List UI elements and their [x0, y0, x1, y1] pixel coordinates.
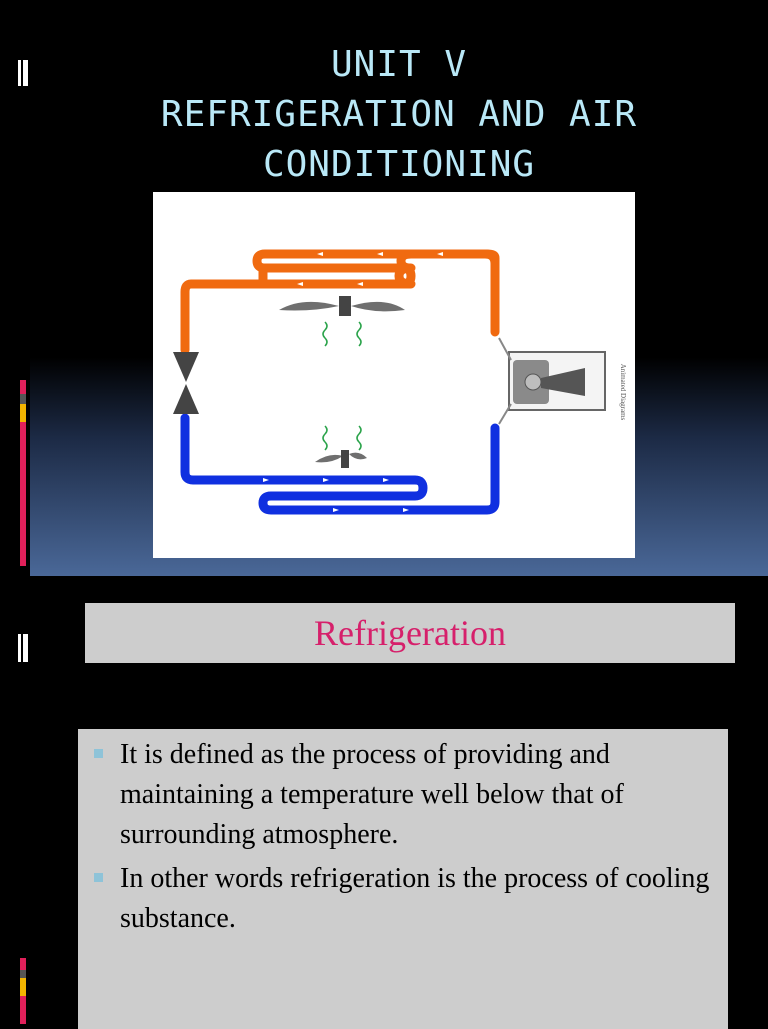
- evaporator-fan: [315, 450, 367, 468]
- accent-strip-pink-3: [20, 958, 26, 970]
- accent-strip-yellow-2: [20, 978, 26, 996]
- refrigeration-cycle-svg: [153, 192, 635, 558]
- square-bullet-icon: [94, 873, 103, 882]
- diagram-caption: Animated Diagrams: [619, 363, 627, 421]
- accent-strip-gray-2: [20, 970, 26, 978]
- content-box: [78, 729, 728, 1029]
- bullet-item-1: [92, 735, 714, 855]
- accent-strip-pink-2: [20, 422, 26, 566]
- edge-mark-mid-2: [23, 634, 28, 662]
- edge-mark-top-1: [18, 60, 21, 86]
- accent-strip-yellow-1: [20, 404, 26, 422]
- accent-strip-pink-4: [20, 996, 26, 1024]
- square-bullet-icon: [94, 749, 103, 758]
- bullet-list: [92, 735, 714, 939]
- bullet-text-2: In other words refrigeration is the process of cooling substance.: [120, 863, 710, 934]
- cold-refrigerant-line: [185, 418, 495, 510]
- heading-box: [85, 603, 735, 663]
- title-line-1: UNIT V: [330, 44, 468, 85]
- flow-arrows: [263, 252, 443, 512]
- slide-heading: Refrigeration: [314, 613, 506, 653]
- expansion-valve-bottom: [173, 384, 199, 414]
- condenser-fan: [279, 296, 405, 316]
- accent-strip-pink-1: [20, 380, 26, 394]
- bullet-item-2: [92, 859, 714, 939]
- compressor: [499, 338, 605, 424]
- edge-mark-mid-1: [18, 634, 21, 662]
- accent-strip-gray-1: [20, 394, 26, 404]
- refrigeration-cycle-diagram: [153, 192, 635, 558]
- expansion-valve-top: [173, 352, 199, 382]
- heat-waves: [323, 322, 361, 450]
- title-line-2: REFRIGERATION AND AIR: [160, 94, 638, 135]
- edge-mark-top-2: [23, 60, 28, 86]
- title-line-3: CONDITIONING: [262, 144, 536, 185]
- bullet-text-1: It is defined as the process of providing and maintaining a temperature well below that of surrounding atmosphere.: [120, 739, 624, 850]
- slide-title: [30, 40, 768, 190]
